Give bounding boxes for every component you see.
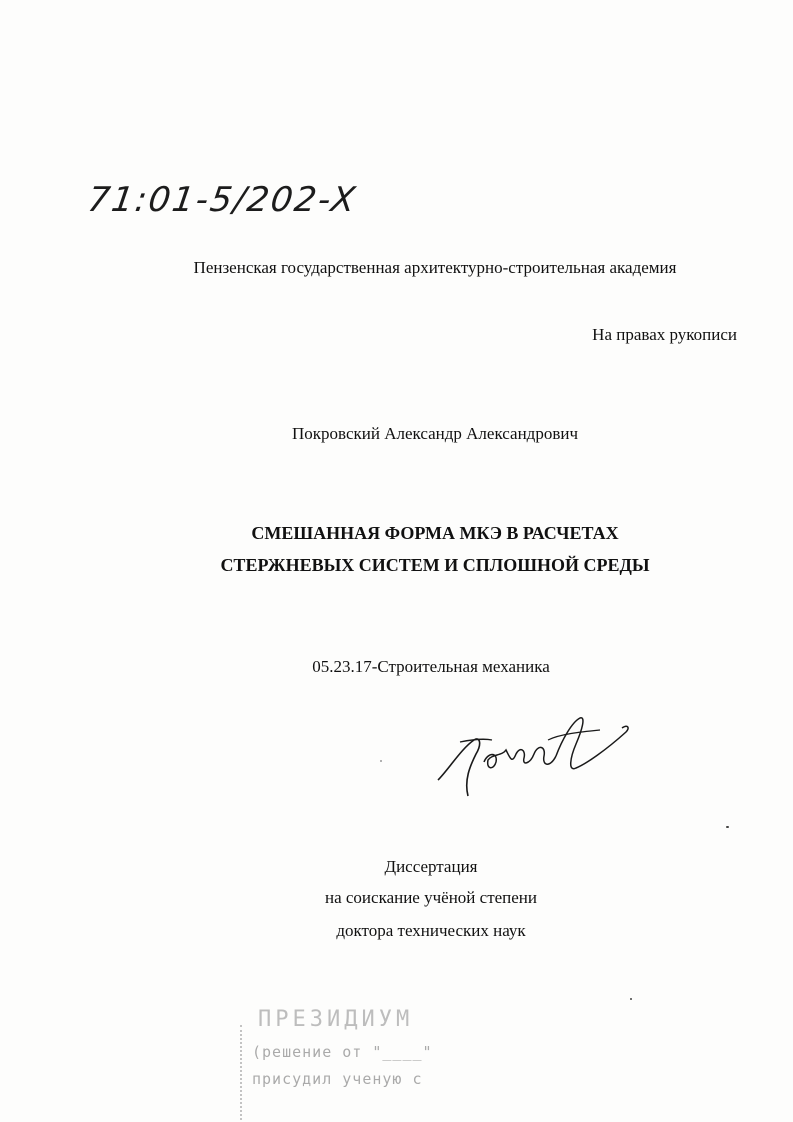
specialty-code: 05.23.17-Строительная механика [312, 657, 550, 676]
author-signature [430, 710, 640, 805]
dissertation-title-line-1: СМЕШАННАЯ ФОРМА МКЭ В РАСЧЕТАХ [251, 523, 619, 543]
author-name: Покровский Александр Александрович [291, 424, 578, 443]
scan-speck [380, 760, 382, 762]
faded-stamp [240, 985, 620, 1122]
scan-speck [630, 998, 632, 1000]
stamp-line-4: присудил ученую с [252, 1070, 423, 1088]
degree-field: доктора технических наук [336, 921, 526, 940]
catalog-code-handwritten: 71:01-5/202-X [85, 180, 360, 220]
manuscript-rights-note: На правах рукописи [592, 325, 737, 344]
scan-speck [726, 826, 729, 828]
stamp-line-2: ПРЕЗИДИУМ [258, 1007, 414, 1032]
stamp-border [240, 1025, 244, 1120]
stamp-line-3: (решение от "____" [252, 1043, 433, 1061]
dissertation-label: Диссертация [384, 857, 478, 876]
dissertation-title-line-2: СТЕРЖНЕВЫХ СИСТЕМ И СПЛОШНОЙ СРЕДЫ [220, 555, 650, 575]
institution-name: Пензенская государственная архитектурно-строительная академия [193, 258, 677, 277]
degree-purpose: на соискание учёной степени [324, 888, 538, 907]
